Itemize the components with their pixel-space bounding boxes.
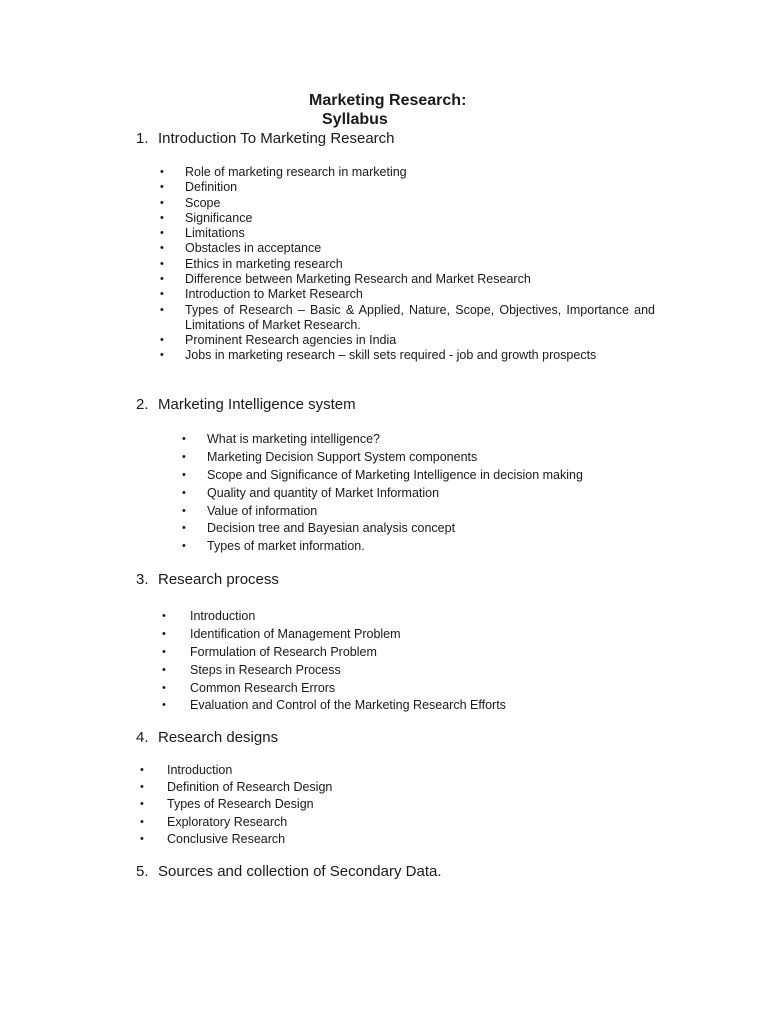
section-5-title: Sources and collection of Secondary Data. <box>158 863 442 880</box>
section-1-title: Introduction To Marketing Research <box>158 130 395 147</box>
section-4-list <box>140 762 332 848</box>
list-item: • Jobs in marketing research – skill sets required - job and growth prospects <box>160 347 597 362</box>
list-item: • Scope <box>160 195 221 210</box>
list-item: • Obstacles in acceptance <box>160 241 322 256</box>
list-item: • Steps in Research Process <box>162 662 341 677</box>
section-1-list <box>160 165 655 363</box>
list-item: • Ethics in marketing research <box>160 256 343 271</box>
list-item: • Marketing Decision Support System components <box>182 449 478 464</box>
list-item: • Identification of Management Problem <box>162 626 401 641</box>
section-3-title: Research process <box>158 571 279 588</box>
list-item: • What is marketing intelligence? <box>182 432 380 446</box>
section-3-number: 3. <box>136 571 149 588</box>
list-item: • Types of Research Design <box>140 797 314 812</box>
list-item: • Scope and Significance of Marketing Intelligence in decision making <box>182 467 583 482</box>
document-subtitle: Syllabus <box>322 111 388 128</box>
section-3-heading <box>136 571 279 589</box>
list-item: • Role of marketing research in marketing <box>160 165 407 179</box>
section-1-number: 1. <box>136 130 149 147</box>
list-item: • Limitations <box>160 226 245 241</box>
list-item: • Definition of Research Design <box>140 780 333 795</box>
list-item: • Difference between Marketing Research and Market Research <box>160 272 531 287</box>
section-2-heading <box>136 396 356 414</box>
list-item: • Decision tree and Bayesian analysis concept <box>182 521 456 536</box>
list-item: • Prominent Research agencies in India <box>160 332 397 347</box>
list-item: • Types of market information. <box>182 539 365 554</box>
section-3-list <box>162 608 506 715</box>
list-item: • Introduction to Market Research <box>160 287 363 302</box>
document-title: Marketing Research: <box>309 92 467 109</box>
list-item: • Common Research Errors <box>162 680 336 695</box>
section-4-number: 4. <box>136 729 149 746</box>
section-2-list <box>182 431 583 556</box>
list-item: • Definition <box>160 180 238 195</box>
list-item: • Conclusive Research <box>140 831 286 846</box>
list-item: • Quality and quantity of Market Information <box>182 485 440 500</box>
list-item: • Evaluation and Control of the Marketing Research Efforts <box>162 698 506 713</box>
section-1-heading <box>136 130 395 148</box>
list-item: • Exploratory Research <box>140 814 288 829</box>
list-item: • Introduction <box>140 763 233 777</box>
section-2-title: Marketing Intelligence system <box>158 396 356 413</box>
section-4-title: Research designs <box>158 729 279 746</box>
list-item: • Introduction <box>162 609 256 623</box>
section-2-number: 2. <box>136 396 149 413</box>
list-item: • Value of information <box>182 503 318 518</box>
section-5-heading <box>136 863 442 881</box>
list-item: • Formulation of Research Problem <box>162 644 377 659</box>
list-item: • Types of Research – Basic & Applied, Nature, Scope, Objectives, Importance and Limitations of Market Research. <box>160 302 655 332</box>
list-item: • Significance <box>160 210 253 225</box>
section-5-number: 5. <box>136 863 149 880</box>
section-4-heading <box>136 729 278 747</box>
